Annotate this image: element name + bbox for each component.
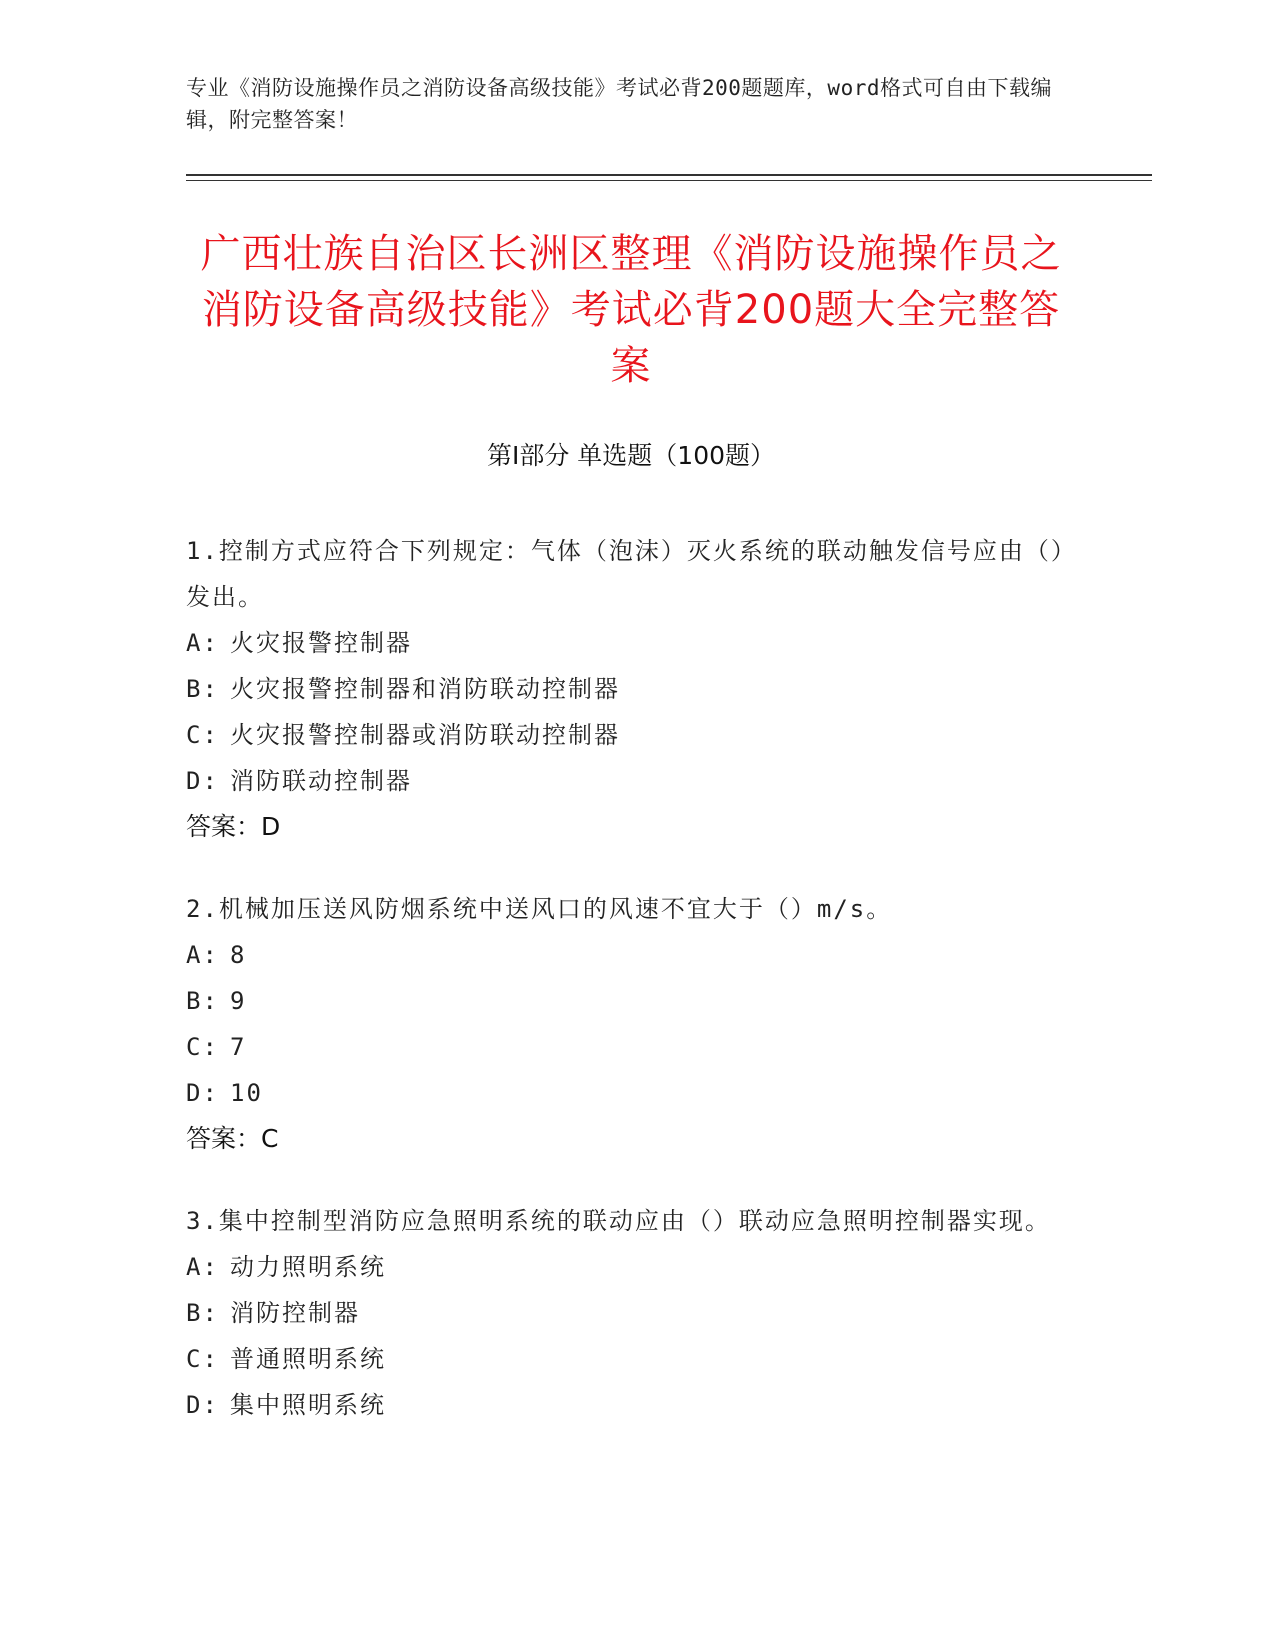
option-text: 9 bbox=[230, 987, 247, 1015]
option-text: 7 bbox=[230, 1033, 247, 1061]
option-d bbox=[186, 1070, 1066, 1116]
question-2 bbox=[186, 886, 1066, 1162]
option-c bbox=[186, 1336, 1066, 1382]
option-text: 普通照明系统 bbox=[230, 1345, 386, 1373]
option-key: A: bbox=[186, 1253, 219, 1281]
option-b bbox=[186, 978, 1066, 1024]
option-d bbox=[186, 1382, 1066, 1428]
option-text: 消防联动控制器 bbox=[230, 767, 412, 795]
option-text: 集中照明系统 bbox=[230, 1391, 386, 1419]
question-list bbox=[186, 528, 1066, 1464]
option-text: 动力照明系统 bbox=[230, 1253, 386, 1281]
option-c bbox=[186, 1024, 1066, 1070]
option-text: 火灾报警控制器和消防联动控制器 bbox=[230, 675, 620, 703]
question-stem: 1.控制方式应符合下列规定：气体（泡沫）灭火系统的联动触发信号应由（）发出。 bbox=[186, 537, 1065, 611]
option-d bbox=[186, 758, 1066, 804]
option-text: 消防控制器 bbox=[230, 1299, 360, 1327]
answer-line: 答案：C bbox=[186, 1124, 279, 1153]
question-stem: 3.集中控制型消防应急照明系统的联动应由（）联动应急照明控制器实现。 bbox=[186, 1207, 1051, 1235]
option-c bbox=[186, 712, 1066, 758]
answer-line: 答案：D bbox=[186, 812, 281, 841]
option-b bbox=[186, 1290, 1066, 1336]
header-rule-thick bbox=[186, 174, 1152, 176]
header-rule-thin bbox=[186, 180, 1152, 181]
option-key: D: bbox=[186, 1391, 219, 1419]
option-b bbox=[186, 666, 1066, 712]
question-1 bbox=[186, 528, 1066, 850]
option-key: C: bbox=[186, 1345, 219, 1373]
option-text: 火灾报警控制器或消防联动控制器 bbox=[230, 721, 620, 749]
option-a bbox=[186, 932, 1066, 978]
option-key: A: bbox=[186, 629, 219, 657]
section-heading: 第Ⅰ部分 单选题（100题） bbox=[486, 441, 776, 470]
option-key: C: bbox=[186, 1033, 219, 1061]
option-text: 10 bbox=[230, 1079, 263, 1107]
option-key: B: bbox=[186, 987, 219, 1015]
option-text: 8 bbox=[230, 941, 247, 969]
question-stem: 2.机械加压送风防烟系统中送风口的风速不宜大于（）m/s。 bbox=[186, 895, 893, 923]
option-text: 火灾报警控制器 bbox=[230, 629, 412, 657]
option-a bbox=[186, 620, 1066, 666]
option-key: B: bbox=[186, 1299, 219, 1327]
question-3 bbox=[186, 1198, 1066, 1428]
option-key: C: bbox=[186, 721, 219, 749]
option-key: A: bbox=[186, 941, 219, 969]
option-key: B: bbox=[186, 675, 219, 703]
option-key: D: bbox=[186, 767, 219, 795]
document-title: 广西壮族自治区长洲区整理《消防设施操作员之消防设备高级技能》考试必背200题大全完整答案 bbox=[200, 231, 1062, 389]
header-note: 专业《消防设施操作员之消防设备高级技能》考试必背200题题库，word格式可自由下载编辑，附完整答案！ bbox=[186, 76, 1052, 132]
option-a bbox=[186, 1244, 1066, 1290]
option-key: D: bbox=[186, 1079, 219, 1107]
